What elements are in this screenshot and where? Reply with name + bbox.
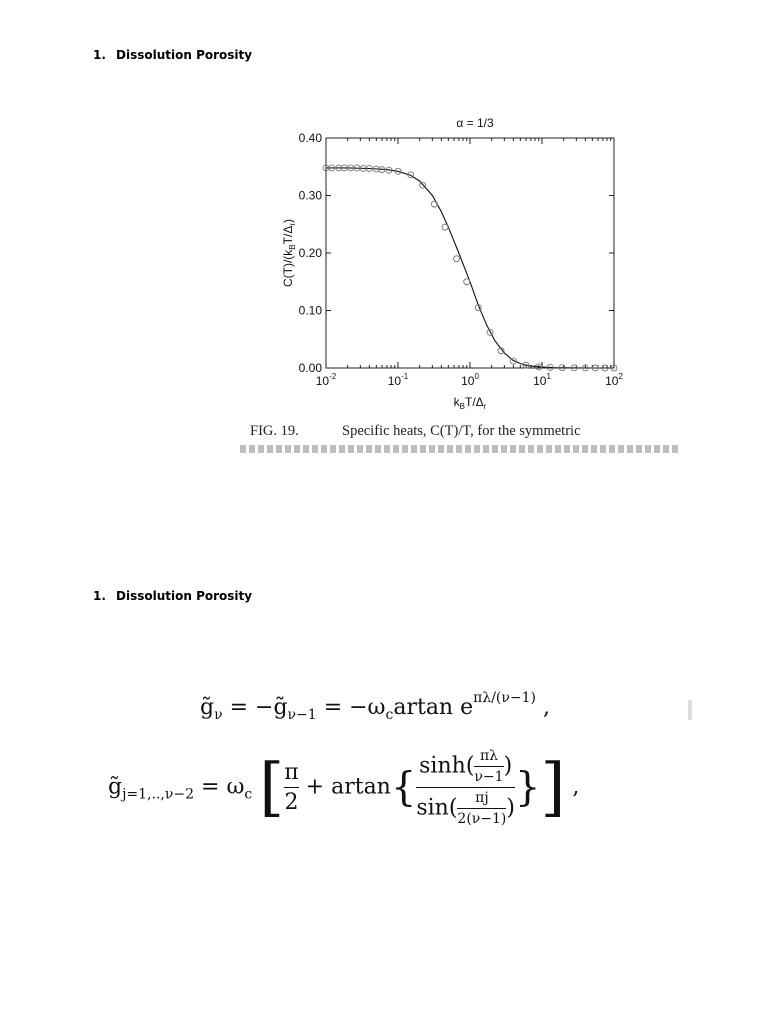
series-line: [326, 168, 614, 368]
sinh-arg-den: ν−1: [474, 769, 504, 785]
plot-frame: [326, 138, 614, 368]
eq2-eq-sub: c: [244, 786, 253, 803]
eq1-tail: ,: [536, 695, 550, 720]
specific-heat-chart: [240, 108, 680, 418]
caption-cut-off-line: [240, 445, 680, 453]
eq1-rhs-sub: c: [385, 707, 394, 723]
sin-label: sin: [416, 795, 449, 821]
x-tick-label: $10^{-1}$: [387, 372, 409, 388]
fraction-bar: [474, 766, 503, 767]
sinh-arg-num: πλ: [479, 748, 499, 764]
eq1-func: artan e: [393, 695, 474, 720]
sin-arg-den: 2(ν−1): [457, 811, 507, 827]
x-tick-label: $10^0$: [461, 372, 479, 388]
y-axis-label: $C(T)/(k_BT/\Delta_r)$: [281, 218, 297, 288]
x-axis-label: $k_BT/\Delta_r$: [453, 395, 487, 411]
right-bracket: ]: [540, 750, 566, 825]
fraction-bar: [284, 787, 298, 788]
eq2-lhs-sub: j=1,..,ν−2: [122, 786, 195, 803]
eq2-lhs: g̃: [108, 774, 123, 800]
pi-over-2-fraction: [284, 760, 298, 815]
y-tick-label: 0.30: [298, 188, 322, 203]
eq2-plus-artan: + artan: [298, 774, 391, 800]
eq1-rhs: = −ω: [316, 695, 386, 720]
heading-text: Dissolution Porosity: [116, 48, 253, 62]
data-point-circle: [464, 279, 470, 285]
y-tick-label: 0.20: [298, 246, 322, 260]
equation-g-nu: [200, 690, 550, 723]
equation-g-j: [108, 748, 579, 827]
data-point-circle: [431, 201, 437, 207]
left-bracket: [: [259, 750, 285, 825]
caption-label: FIG. 19.: [250, 423, 299, 439]
sin-arg: [457, 790, 506, 827]
sinh-over-sin-fraction: [416, 748, 515, 827]
section-heading: [93, 48, 252, 62]
figure: [240, 108, 680, 453]
y-tick-label: 0.10: [298, 303, 322, 318]
left-brace: {: [390, 764, 417, 811]
fraction-bar: [416, 787, 515, 788]
fraction-numerator: π: [284, 760, 299, 785]
scan-artifact: [688, 700, 692, 720]
heading-text: Dissolution Porosity: [116, 589, 253, 603]
fraction-bar: [457, 808, 506, 809]
eq1-mid-sub: ν−1: [287, 707, 317, 723]
x-tick-label: $10^{-2}$: [315, 372, 337, 388]
data-point-circle: [442, 224, 448, 230]
eq2-eq: = ω: [194, 774, 245, 800]
eq1-exponent: πλ/(ν−1): [473, 690, 536, 706]
x-tick-label: $10^1$: [533, 372, 551, 388]
right-brace: }: [514, 764, 541, 811]
sinh-arg: [474, 748, 503, 785]
eq1-lhs: g̃: [200, 695, 215, 720]
data-point-circle: [454, 256, 460, 262]
sin-term: sin( $\frac{\pi j}{2(\nu-1)}$ ): [416, 790, 515, 827]
eq1-lhs-sub: ν: [214, 707, 223, 723]
y-tick-label: 0.00: [298, 361, 322, 375]
x-tick-label: $10^2$: [605, 372, 623, 388]
eq2-tail: ,: [565, 774, 580, 800]
chart-title: α = 1/3: [456, 116, 494, 130]
heading-number: 1.: [93, 48, 106, 62]
y-tick-label: 0.40: [298, 131, 322, 145]
eq1-mid: = −g̃: [222, 695, 288, 720]
sin-arg-num: πj: [475, 790, 489, 806]
sinh-term: sinh( $\frac{\pi\lambda}{\nu-1}$ ): [419, 748, 513, 785]
fraction-denominator: 2: [284, 790, 299, 815]
figure-caption: [250, 423, 680, 440]
heading-number: 1.: [93, 589, 106, 603]
caption-text: Specific heats, C(T)/T, for the symmetric: [342, 423, 581, 439]
section-heading: [93, 589, 252, 603]
sinh-label: sinh: [419, 753, 466, 779]
